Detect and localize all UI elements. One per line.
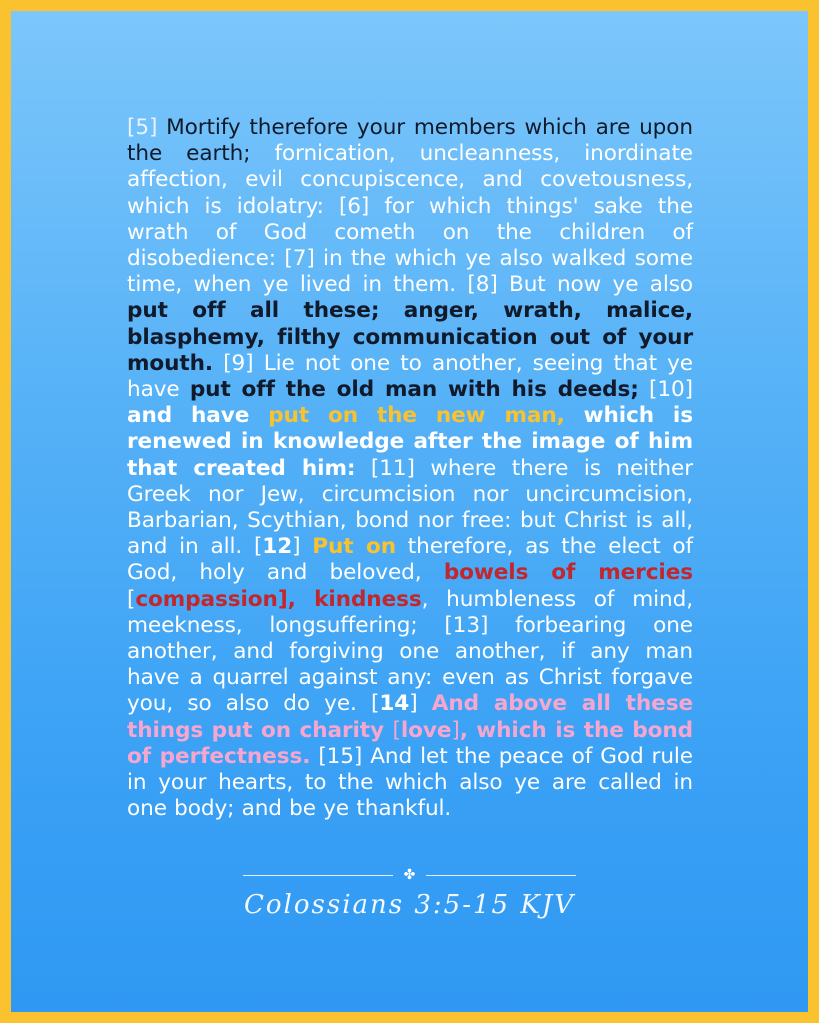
scripture-passage — [127, 115, 693, 822]
verse-text-red: ], — [277, 586, 315, 612]
divider-line-right — [426, 875, 576, 876]
verse-text: ] — [292, 534, 313, 560]
verse-text: therefore, as the elect of God, holy and beloved, — [127, 534, 693, 586]
verse-text-red: bowels of mercies — [443, 560, 694, 586]
verse-number: [10] — [638, 377, 693, 403]
verse-text-red: compassion — [135, 586, 278, 612]
verse-number: [5] — [127, 115, 167, 140]
verse-text-gold: Put on — [312, 534, 396, 560]
verse-text: fornication, uncleanness, inordinate affection, evil concupiscence, and covetousness, which is idolatry: [6] for which things' sake the wrath of God cometh on the children of disobedience: [7] in the which ye also walked some time, when ye lived in them. [8] But now ye also — [127, 141, 693, 298]
verse-text-pink: And above all these things put on charity — [127, 691, 694, 743]
page-frame — [11, 11, 808, 1012]
verse-text-bold: and have — [127, 403, 269, 429]
verse-text: [9] Lie not one to another, seeing that ye have — [127, 350, 693, 403]
ornamental-divider — [243, 867, 576, 883]
verse-text: , humbleness of mind, meekness, longsuffering; [13] forbearing one another, and forgiving one another, if any man have a quarrel against any: even as Christ forgave you, so also do ye. [ — [127, 586, 693, 717]
verse-number-bold: 12 — [262, 534, 293, 560]
verse-text-pink-bracket: ] — [451, 717, 460, 743]
verse-text-pink: , which is the bond of perfectness. — [127, 717, 693, 769]
verse-text-gold: put on the new man, — [268, 403, 565, 429]
verse-text-red: kindness — [314, 586, 422, 612]
verse-text: [15] And let the peace of God rule in your hearts, to the which also ye are called in one body; and be ye thankful. — [127, 743, 693, 822]
verse-text-dark-bold: put off all these; anger, wrath, malice, blasphemy, filthy communication out of your mouth. — [127, 298, 693, 376]
verse-text-pink: love — [400, 717, 452, 743]
fleuron-icon: ✤ — [403, 867, 416, 883]
verse-text-bold: which is renewed in knowledge after the image of him that created him: — [127, 403, 693, 481]
scripture-reference: Colossians 3:5-15 KJV — [244, 890, 575, 920]
verse-text-dark: Mortify therefore your members which are upon the earth; — [127, 115, 693, 167]
verse-number-bold: 14 — [379, 691, 410, 717]
verse-text: ] — [409, 691, 432, 717]
verse-text: [11] where there is neither Greek nor Jew, circumcision nor uncircumcision, Barbarian, Scythian, bond nor free: but Christ is all, and in all. [ — [127, 455, 693, 560]
verse-text-dark-bold: put off the old man with his deeds; — [189, 377, 639, 403]
verse-text-pink-bracket: [ — [392, 717, 401, 743]
divider-line-left — [243, 875, 393, 876]
verse-text: [ — [127, 586, 136, 612]
